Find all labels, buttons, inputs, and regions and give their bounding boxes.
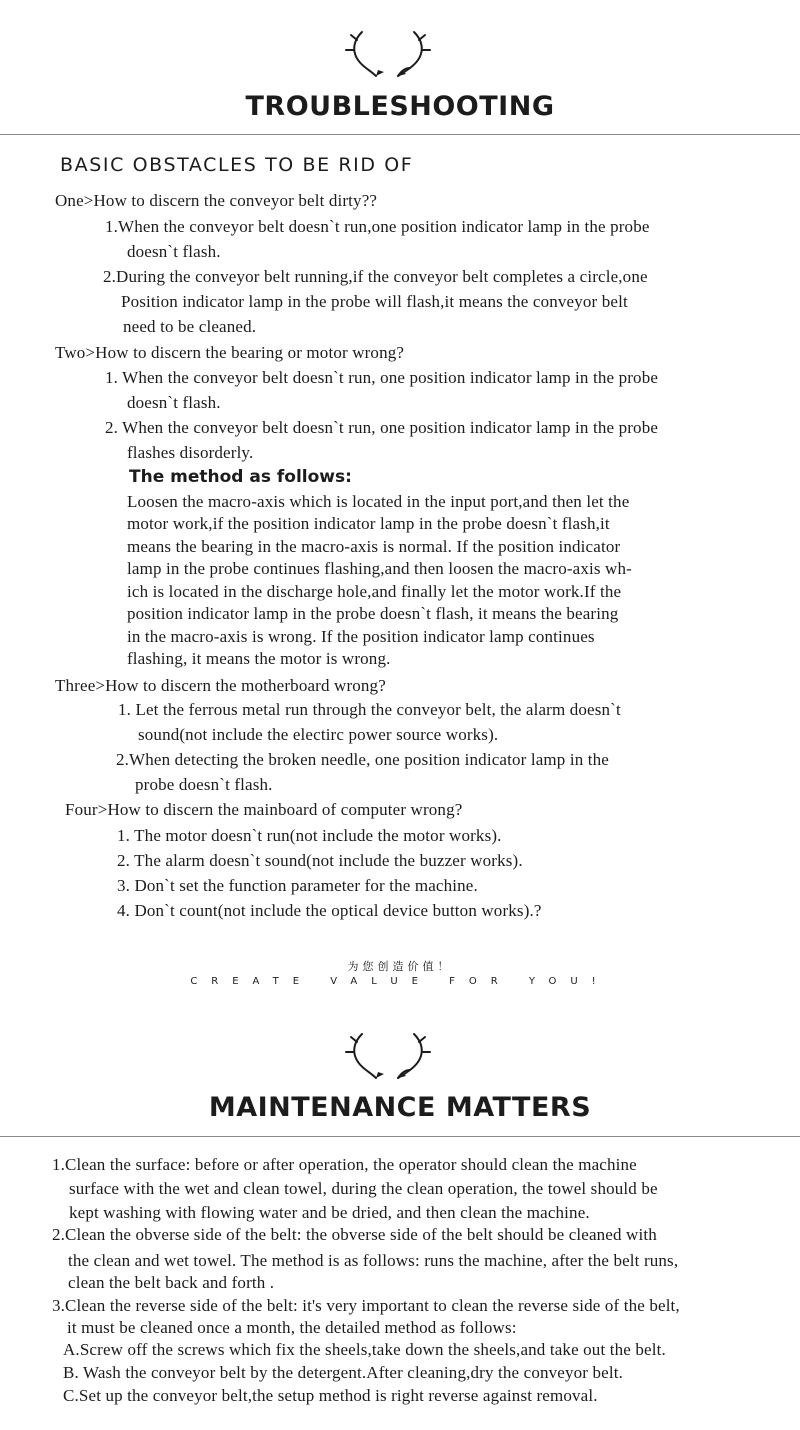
q1-answer-1-line-2: doesn`t flash. (127, 242, 221, 261)
maintenance-title: MAINTENANCE MATTERS (208, 1092, 592, 1123)
q2-answer-1-line-2: doesn`t flash. (127, 393, 221, 412)
q2-answer-2-line-2: flashes disorderly. (127, 443, 254, 462)
maintenance-line: A.Screw off the screws which fix the sheels,take down the sheels,and take out the belt. (63, 1340, 666, 1359)
method-line: position indicator lamp in the probe doesn`t flash, it means the bearing (127, 604, 619, 623)
maintenance-line: 2.Clean the obverse side of the belt: the obverse side of the belt should be cleaned with (52, 1225, 657, 1244)
maintenance-line: it must be cleaned once a month, the detailed method as follows: (67, 1318, 517, 1337)
method-line: flashing, it means the motor is wrong. (127, 649, 391, 668)
troubleshooting-title: TROUBLESHOOTING (245, 91, 555, 122)
q1-answer-2-line-2: Position indicator lamp in the probe will flash,it means the conveyor belt (121, 292, 628, 311)
method-line: lamp in the probe continues flashing,and then loosen the macro-axis wh- (127, 559, 632, 578)
method-line: means the bearing in the macro-axis is normal. If the position indicator (127, 537, 621, 556)
q2-answer-2-line-1: 2. When the conveyor belt doesn`t run, one position indicator lamp in the probe (105, 418, 659, 437)
slogan-chinese: 为您创造价值！ (347, 960, 453, 973)
q4-item: 1. The motor doesn`t run(not include the motor works). (117, 826, 502, 845)
antler-logo-icon (340, 26, 436, 78)
q2-question: Two>How to discern the bearing or motor wrong? (55, 343, 405, 362)
q3-answer-2-line-2: probe doesn`t flash. (135, 775, 273, 794)
q1-answer-2-line-1: 2.During the conveyor belt running,if the conveyor belt completes a circle,one (103, 267, 648, 286)
maintenance-divider (0, 1136, 800, 1137)
slogan-english: CREATE VALUE FOR YOU! (190, 976, 610, 987)
maintenance-line: B. Wash the conveyor belt by the detergent.After cleaning,dry the conveyor belt. (63, 1363, 623, 1382)
method-title: The method as follows: (129, 467, 352, 487)
basic-obstacles-subtitle: BASIC OBSTACLES TO BE RID OF (60, 154, 414, 176)
q3-answer-1-line-2: sound(not include the electirc power source works). (138, 725, 499, 744)
q1-question: One>How to discern the conveyor belt dirty?? (55, 191, 378, 210)
maintenance-line: kept washing with flowing water and be dried, and then clean the machine. (69, 1203, 590, 1222)
maintenance-line: C.Set up the conveyor belt,the setup method is right reverse against removal. (63, 1386, 598, 1405)
q4-item: 3. Don`t set the function parameter for the machine. (117, 876, 478, 895)
method-line: ich is located in the discharge hole,and finally let the motor work.If the (127, 582, 622, 601)
q2-answer-1-line-1: 1. When the conveyor belt doesn`t run, one position indicator lamp in the probe (105, 368, 659, 387)
maintenance-line: surface with the wet and clean towel, during the clean operation, the towel should be (69, 1179, 658, 1198)
q1-answer-1-line-1: 1.When the conveyor belt doesn`t run,one position indicator lamp in the probe (105, 217, 650, 236)
q3-question: Three>How to discern the motherboard wrong? (55, 676, 386, 695)
q4-question: Four>How to discern the mainboard of computer wrong? (65, 800, 463, 819)
maintenance-line: the clean and wet towel. The method is as follows: runs the machine, after the belt runs, (68, 1251, 679, 1270)
method-line: in the macro-axis is wrong. If the position indicator lamp continues (127, 627, 595, 646)
q4-item: 4. Don`t count(not include the optical device button works).? (117, 901, 542, 920)
q1-answer-2-line-3: need to be cleaned. (123, 317, 257, 336)
q3-answer-2-line-1: 2.When detecting the broken needle, one position indicator lamp in the (116, 750, 609, 769)
maintenance-line: 3.Clean the reverse side of the belt: it's very important to clean the reverse side of the belt, (52, 1296, 680, 1315)
maintenance-line: clean the belt back and forth . (68, 1273, 275, 1292)
method-line: Loosen the macro-axis which is located in the input port,and then let the (127, 492, 630, 511)
q4-item: 2. The alarm doesn`t sound(not include the buzzer works). (117, 851, 523, 870)
antler-logo-icon (340, 1028, 436, 1080)
header-divider (0, 134, 800, 135)
maintenance-line: 1.Clean the surface: before or after operation, the operator should clean the machine (52, 1155, 637, 1174)
method-line: motor work,if the position indicator lamp in the probe doesn`t flash,it (127, 514, 610, 533)
q3-answer-1-line-1: 1. Let the ferrous metal run through the conveyor belt, the alarm doesn`t (118, 700, 621, 719)
